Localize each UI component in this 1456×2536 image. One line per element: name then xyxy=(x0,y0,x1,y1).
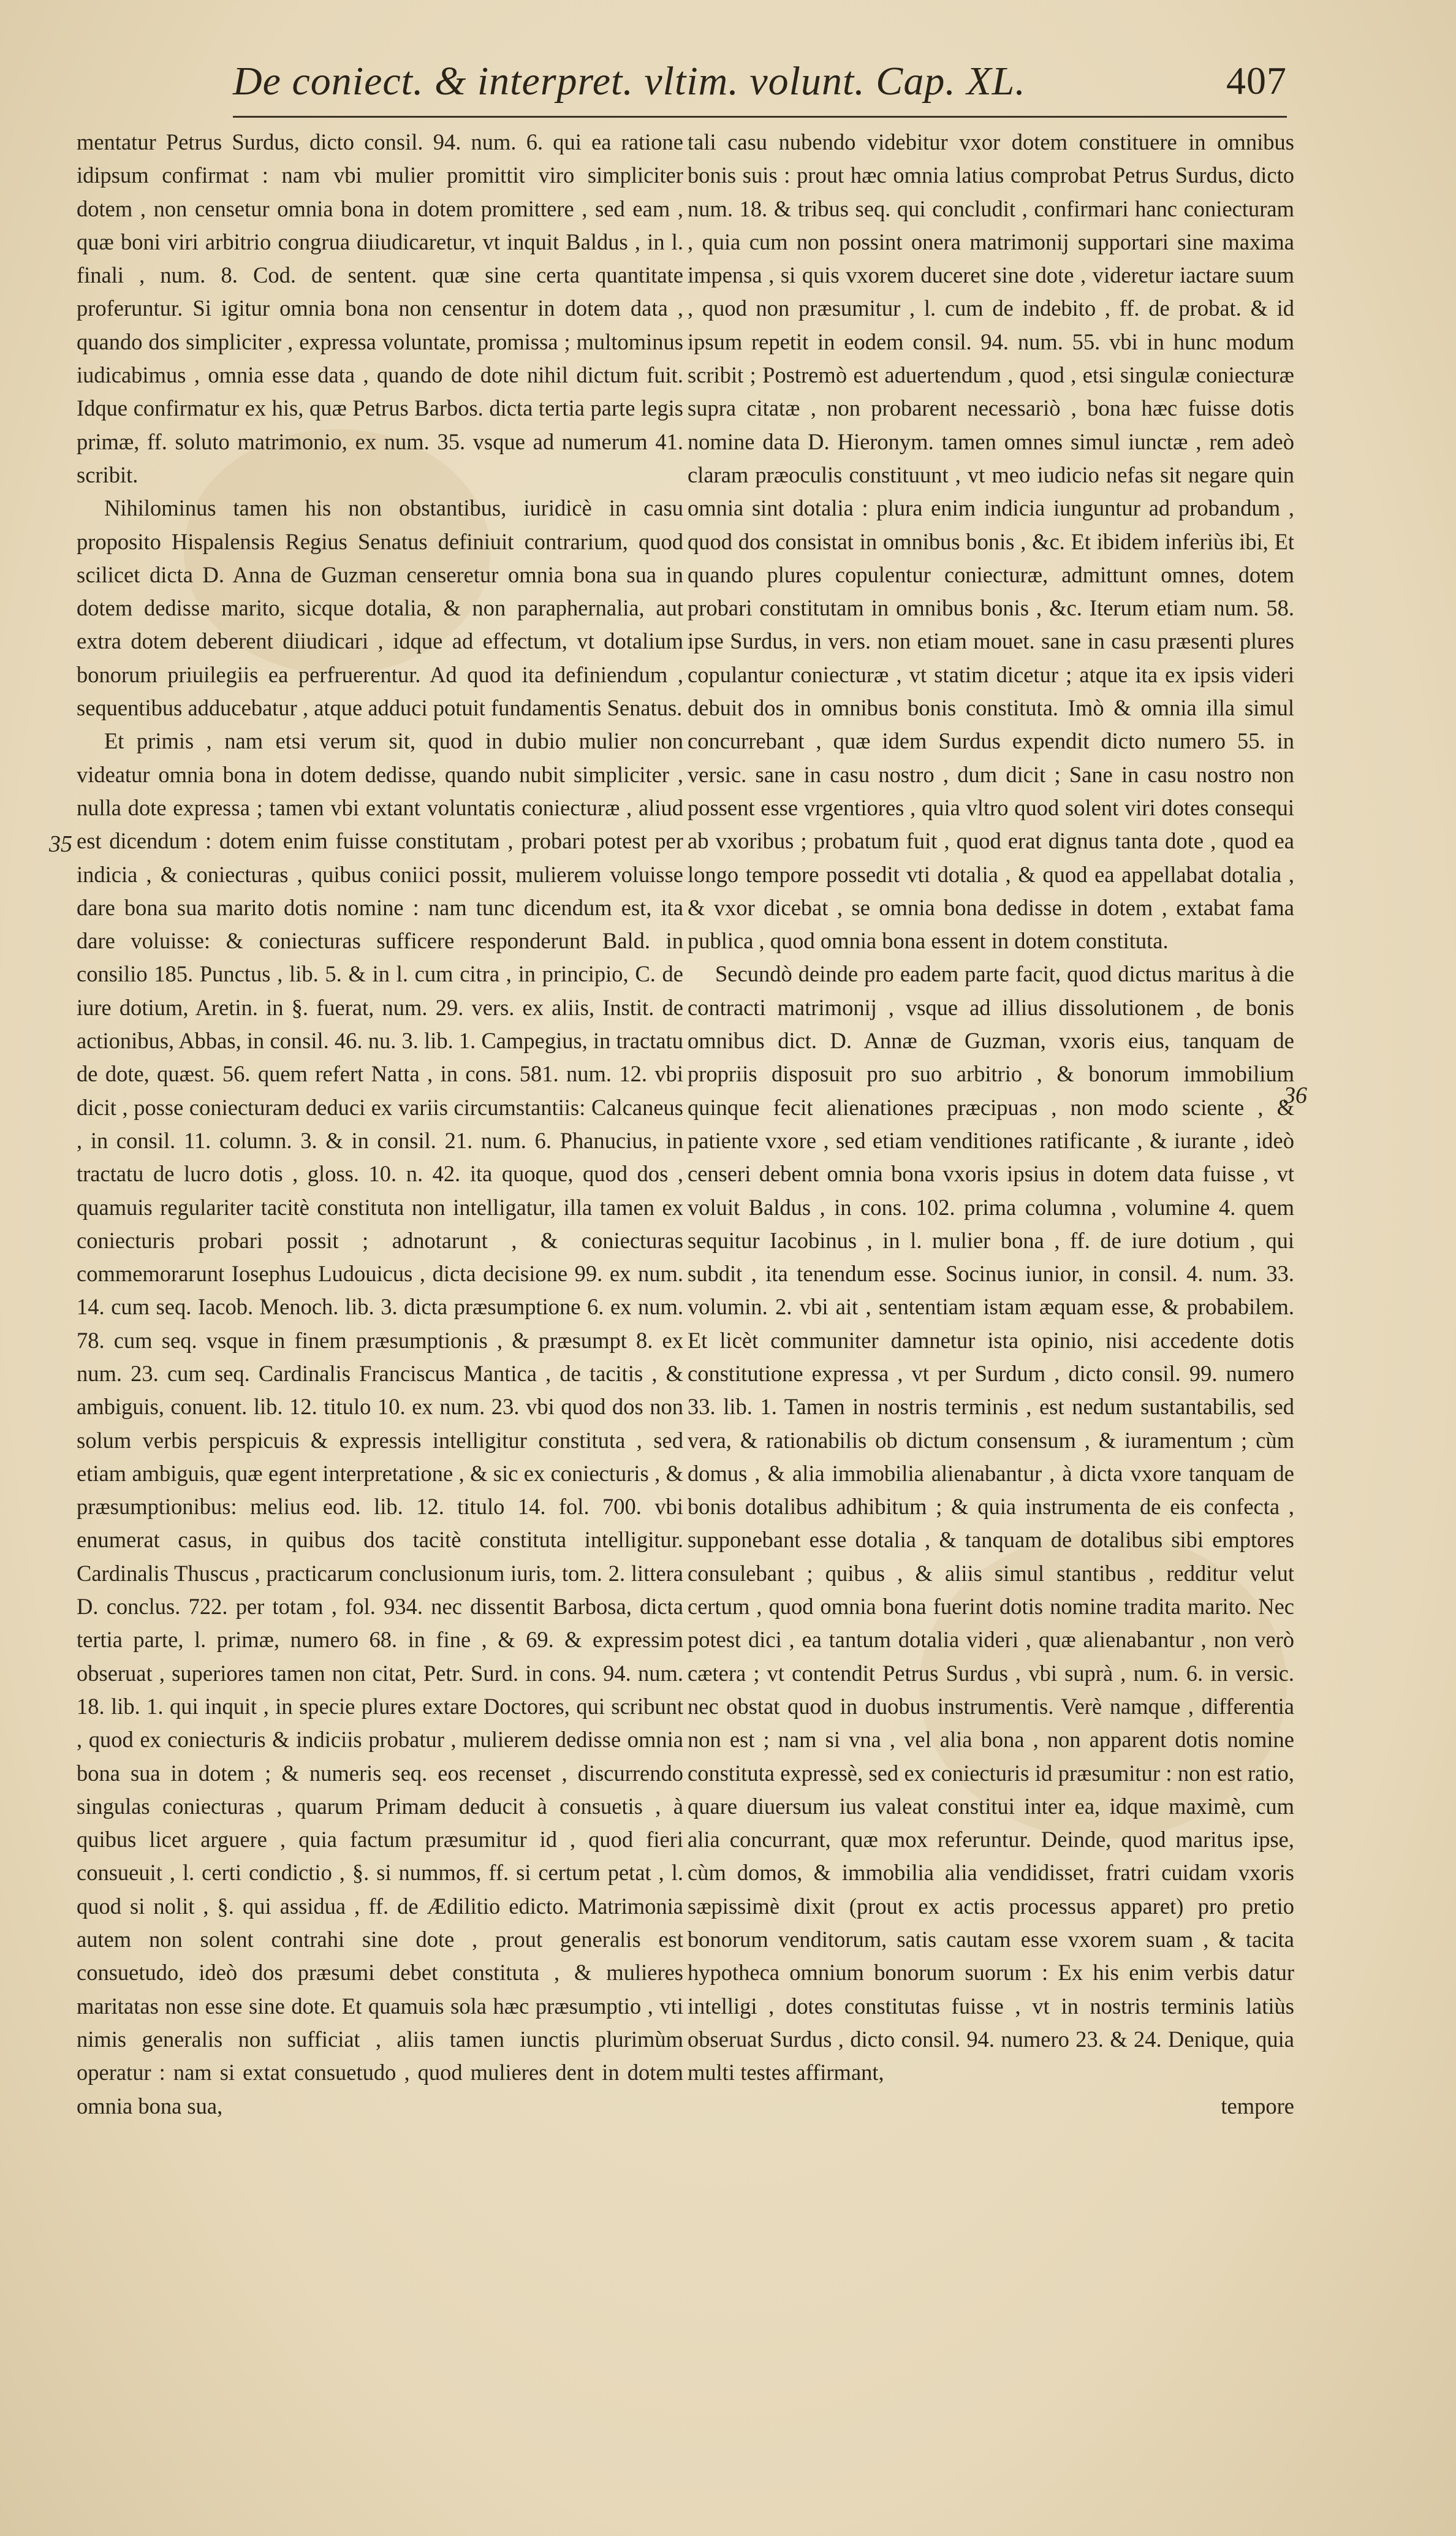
right-column xyxy=(688,126,1294,2123)
paragraph: Et primis , nam etsi verum sit, quod in dubio mulier non videatur omnia bona in dotem dedisse, quando nubit simpliciter , nulla dote expressa ; tamen vbi extant voluntatis coniecturæ , aliud est dicendum : dotem enim fuisse constitutam , probari potest per indicia , & coniecturas , quibus coniici possit, mulierem voluisse dare bona sua marito dotis nomine : nam tunc dicendum est, ita dare voluisse: & coniecturas sufficere responderunt Bald. in consilio 185. Punctus , lib. 5. & in l. cum citra , in principio, C. de iure dotium, Aretin. in §. fuerat, num. 29. vers. ex aliis, Instit. de actionibus, Abbas, in consil. 46. nu. 3. lib. 1. Campegius, in tractatu de dote, quæst. 56. quem refert Natta , in cons. 581. num. 12. vbi dicit , posse coniecturam deduci ex variis circumstantiis: Calcaneus , in consil. 11. column. 3. & in consil. 21. num. 6. Phanucius, in tractatu de lucro dotis , gloss. 10. n. 42. ita quoque, quod dos , quamuis regulariter tacitè constituta non intelligatur, illa tamen ex coniecturis probari possit ; adnotarunt , & coniecturas commemorarunt Iosephus Ludouicus , dicta decisione 99. ex num. 14. cum seq. Iacob. Menoch. lib. 3. dicta præsumptione 6. ex num. 78. cum seq. vsque in finem præsumptionis , & præsumpt 8. ex num. 23. cum seq. Cardinalis Franciscus Mantica , de tacitis , & ambiguis, conuent. lib. 12. titulo 10. ex num. 23. vbi quod dos non solum verbis perspicuis & expressis intelligitur constituta , sed etiam ambiguis, quæ egent interpretatione , & sic ex coniecturis , & præsumptionibus: melius eod. lib. 12. titulo 14. fol. 700. vbi enumerat casus, in quibus dos tacitè constituta intelligitur. Cardinalis Thuscus , practicarum conclusionum iuris, tom. 2. littera D. conclus. 722. per totam , fol. 934. nec dissentit Barbosa, dicta tertia parte, l. primæ, numero 68. in fine , & 69. & expressim obseruat , superiores tamen non citat, Petr. Surd. in cons. 94. num. 18. lib. 1. qui inquit , in specie plures extare Doctores, qui scribunt , quod ex coniecturis & indiciis probatur , mulierem dedisse omnia bona sua in dotem ; & numeris seq. eos recenset , discurrendo singulas coniecturas , quarum Primam deducit à consuetis , à quibus licet arguere , quia factum præsumitur id , quod fieri consueuit , l. certi condictio , §. si nummos, ff. si certum petat , l. quod si nolit , §. qui assidua , ff. de Ædilitio edicto. Matrimonia autem non solent contrahi sine dote , prout generalis est consuetudo, ideò dos præsumi debet constituta , & mulieres maritatas non esse sine dote. Et quamuis sola hæc præsumptio , vti nimis generalis non sufficiat , aliis tamen iunctis plurimùm operatur : nam si extat consuetudo , quod mulieres dent in dotem omnia bona sua, xyxy=(77,728,683,2119)
paragraph: tali casu nubendo videbitur vxor dotem constituere in omnibus bonis suis : prout hæc omnia latius comprobat Petrus Surdus, dicto num. 18. & tribus seq. qui concludit , confirmari hanc coniecturam , quia cum non possint onera matrimonij supportari sine maxima impensa , si quis vxorem duceret sine dote , videretur iactare suum , quod non præsumitur , l. cum de indebito , ff. de probat. & id ipsum repetit in eodem consil. 94. num. 55. vbi in hunc modum scribit ; Postremò est aduertendum , quod , etsi singulæ coniecturæ supra citatæ , non probarent necessariò , bona hæc fuisse dotis nomine data D. Hieronym. tamen omnes simul iunctæ , rem adeò claram præoculis constituunt , vt meo iudicio nefas sit negare quin omnia sint dotalia : plura enim indicia iunguntur ad probandum , quod dos consistat in omnibus bonis , &c. Et ibidem inferiùs ibi, Et quando plures copulentur coniecturæ, admittunt omnes, dotem probari constitutam in omnibus bonis , &c. Iterum etiam num. 58. ipse Surdus, in vers. non etiam mouet. sane in casu præsenti plures copulantur coniecturæ , vt statim dicetur ; atque ita ex ipsis videri debuit dos in omnibus bonis constituta. Imò & omnia illa simul concurrebant , quæ idem Surdus expendit dicto numero 55. in versic. sane in casu nostro , dum dicit ; Sane in casu nostro non possent esse vrgentiores , quia vltro quod solent viri dotes consequi ab vxoribus ; probatum fuit , quod erat dignus tanta dote , quod ea longo tempore possedit vti dotalia , & quod ea appellabat dotalia , & vxor dicebat , se omnia bona dedisse in dotem , extabat fama publica , quod omnia bona essent in dotem constituta. xyxy=(688,129,1294,954)
paragraph: Secundò deinde pro eadem parte facit, quod dictus maritus à die contracti matrimonij , vsque ad illius dissolutionem , de bonis omnibus dict. D. Annæ de Guzman, vxoris eius, tanquam de propriis disposuit pro suo arbitrio , & bonorum immobilium quinque fecit alienationes præcipuas , non modo sciente , & patiente vxore , sed etiam venditiones ratificante , & iurante , ideò censeri debent omnia bona vxoris ipsius in dotem data fuisse , vt voluit Baldus , in cons. 102. prima columna , volumine 4. quem sequitur Iacobinus , in l. mulier bona , ff. de iure dotium , qui subdit , ita tenendum esse. Socinus iunior, in consil. 4. num. 33. volumin. 2. vbi ait , sententiam istam æquam esse, & probabilem. Et licèt communiter damnetur ista opinio, nisi accedente dotis constitutione expressa , vt per Surdum , dicto consil. 99. numero 33. lib. 1. Tamen in nostris terminis , est nedum sustantabilis, sed vera, & rationabilis ob dictum consensum , & iuramentum ; cùm domus , & alia immobilia alienabantur , à dicta vxore tanquam de bonis dotalibus adhibitum ; & quia instrumenta de eis confecta , supponebant esse dotalia , & tanquam de dotalibus sibi emptores consulebant ; quibus , & aliis simul stantibus , redditur velut certum , quod omnia bona fuerint dotis nomine tradita marito. Nec potest dici , ea tantum dotalia videri , quæ alienabantur , non verò cætera ; vt contendit Petrus Surdus , vbi suprà , num. 6. in versic. nec obstat quod in duobus instrumentis. Verè namque , differentia non est ; nam si vna , vel alia bona , non apparent dotis nomine constituta expressè, sed ex coniecturis id præsumitur : non est ratio, quare diuersum ius valeat constitui inter ea, idque maximè, cum alia concurrant, quæ mox referuntur. Deinde, quod maritus ipse, cùm domos, & immobilia alia vendidisset, fratri cuidam vxoris sæpissimè dixit (prout ex actis processus apparet) pro pretio bonorum venditorum, satis cautam esse vxorem suam , & tacita hypotheca omnium bonorum suorum : Ex his enim verbis datur intelligi , dotes constitutas fuisse , vt in nostris terminis latiùs obseruat Surdus , dicto consil. 94. numero 23. & 24. Denique, quia multi testes affirmant, xyxy=(688,961,1294,2085)
left-column xyxy=(77,126,683,2123)
paragraph: mentatur Petrus Surdus, dicto consil. 94. num. 6. qui ea ratione idipsum confirmat : nam vbi mulier promittit viro simpliciter dotem , non censetur omnia bona in dotem promittere , sed eam , quæ boni viri arbitrio congrua diiudicaretur, vt inquit Baldus , in l. finali , num. 8. Cod. de sentent. quæ sine certa quantitate proferuntur. Si igitur omnia bona non censentur in dotem data , quando dos simpliciter , expressa voluntate, promissa ; multominus iudicabimus , omnia esse data , quando de dote nihil dictum fuit. Idque confirmatur ex his, quæ Petrus Barbos. dicta tertia parte legis primæ, ff. soluto matrimonio, ex num. 35. vsque ad numerum 41. scribit. xyxy=(77,129,683,487)
running-title: De coniect. & interpret. vltim. volunt. Cap. XL. xyxy=(233,59,1026,104)
header-rule xyxy=(233,116,1287,118)
margin-note-right: 36 xyxy=(1284,1083,1307,1108)
margin-note-left: 35 xyxy=(49,831,72,857)
paragraph: Nihilominus tamen his non obstantibus, iuridicè in casu proposito Hispalensis Regius Senatus definiuit contrarium, quod scilicet dicta D. Anna de Guzman censeretur omnia bona sua in dotem dedisse marito, sicque dotalia, & non paraphernalia, aut extra dotem deberent diiudicari , idque ad effectum, vt dotalium bonorum priuilegiis ea perfruerentur. Ad quod ita definiendum , sequentibus adducebatur , atque adduci potuit fundamentis Senatus. xyxy=(77,495,683,721)
running-header xyxy=(233,58,1287,113)
catchword: tempore xyxy=(1221,2093,1294,2119)
page-number: 407 xyxy=(1226,59,1287,102)
